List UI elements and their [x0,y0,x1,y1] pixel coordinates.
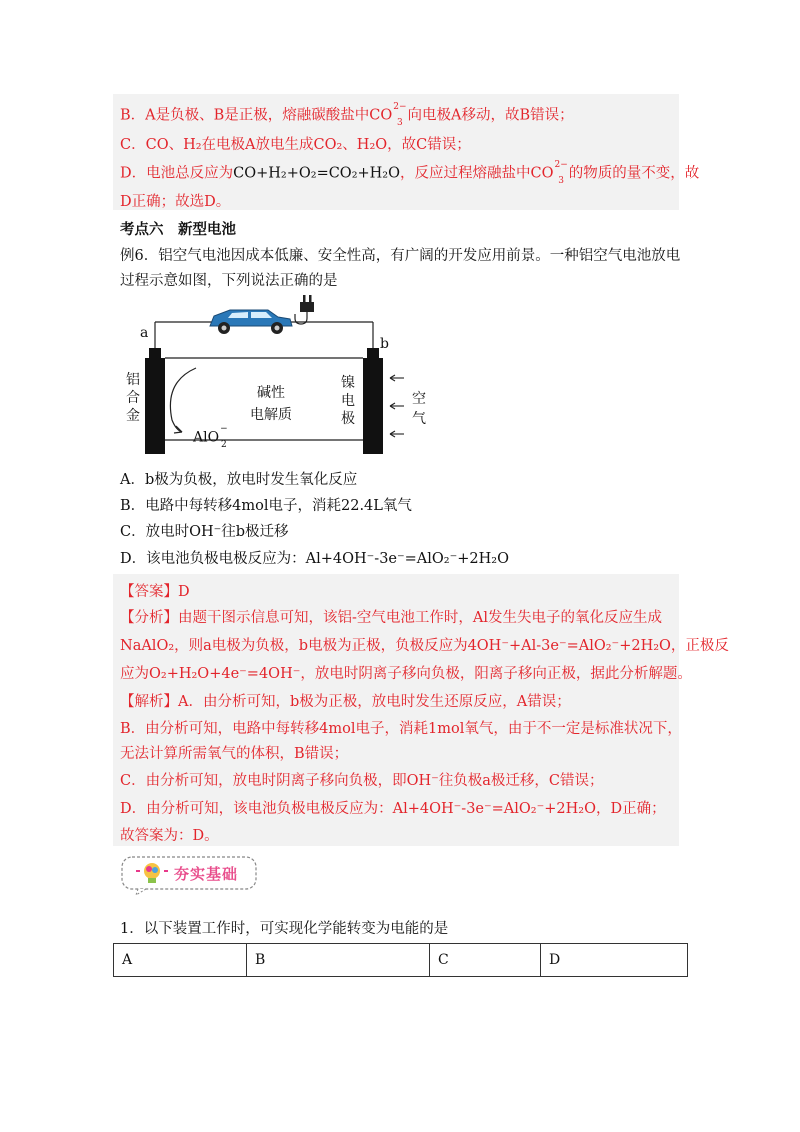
option-cell-a: A [114,944,247,977]
question-1-options-table [113,943,688,977]
option-cell-c: C [430,944,541,977]
air-label: 空 气 [412,391,426,427]
right-electrode-label: 镍 电 极 [341,375,355,427]
answer-line: 【答案】D [120,584,190,600]
electrode-label-a: a [140,325,149,341]
prev-analysis-d: D．电池总反应为CO+H₂+O₂=CO₂+H₂O，反应过程熔融盐中$CO^{2-}$ $_3$ 的物质的量不变，故 [120,160,700,186]
explanation-line-c: C．由分析可知，放电时阴离子移向负极，即OH⁻往负极a极迁移，C错误； [120,773,604,789]
section-badge [118,853,260,895]
explanation-line-b2: 无法计算所需氧气的体积，B错误； [120,746,349,762]
option-c: C．放电时OH⁻往b极迁移 [120,524,289,540]
electrode-label-b: b [380,336,389,352]
electrolyte-label: 碱性 电解质 [250,385,292,423]
analysis-line-1: 【分析】由题干图示信息可知，该铝-空气电池工作时，Al发生失电子的氧化反应生成 [120,610,663,626]
option-cell-d: D [541,944,688,977]
option-b: B．电路中每转移4mol电子，消耗22.4L氧气 [120,498,412,514]
section-title: 考点六 新型电池 [120,222,236,238]
prev-analysis-c: C．CO、H₂在电极A放电生成CO₂、H₂O，故C错误； [120,137,471,153]
left-electrode-label: 铝 合 金 [126,372,140,424]
explanation-line-b1: B．由分析可知，电路中每转移4mol电子，消耗1mol氧气，由于不一定是标准状况下， [120,721,682,737]
aluminate-ion-label: AlO− $_2$ [193,424,228,450]
example-line-2: 过程示意如图，下列说法正确的是 [120,273,338,289]
battery-diagram [118,290,448,456]
option-cell-b: B [247,944,430,977]
explanation-line-a: 【解析】A．由分析可知，b极为正极，放电时发生还原反应，A错误； [120,694,571,710]
explanation-line-d: D．由分析可知，该电池负极电极反应为：Al+4OH⁻-3e⁻=AlO₂⁻+2H₂O，D正确； [120,801,666,817]
prev-analysis-d-cont: D正确；故选D。 [120,194,231,210]
option-a: A．b极为负极，放电时发生氧化反应 [120,472,358,488]
question-1: 1．以下装置工作时，可实现化学能转变为电能的是 [120,921,449,937]
car-icon [210,310,292,334]
prev-analysis-b: B．A是负极、B是正极，熔融碳酸盐中$CO^{2-}$ $_3$ 向电极A移动，故B错误； [120,102,574,128]
plug-icon [295,295,314,324]
badge-text: 夯实基础 [174,865,239,883]
analysis-line-3: 应为O₂+H₂O+4e⁻=4OH⁻，放电时阴离子移向负极，阳离子移向正极，据此分析解题。 [120,666,692,682]
analysis-line-2: NaAlO₂，则a电极为负极，b电极为正极，负极反应为4OH⁻+Al-3e⁻=AlO₂⁻+2H₂O，正极反 [120,638,729,654]
example-line-1: 例6．铝空气电池因成本低廉、安全性高，有广阔的开发应用前景。一种铝空气电池放电 [120,248,681,264]
option-d: D．该电池负极电极反应为：Al+4OH⁻-3e⁻=AlO₂⁻+2H₂O [120,551,509,567]
explanation-conclusion: 故答案为：D。 [120,828,219,844]
